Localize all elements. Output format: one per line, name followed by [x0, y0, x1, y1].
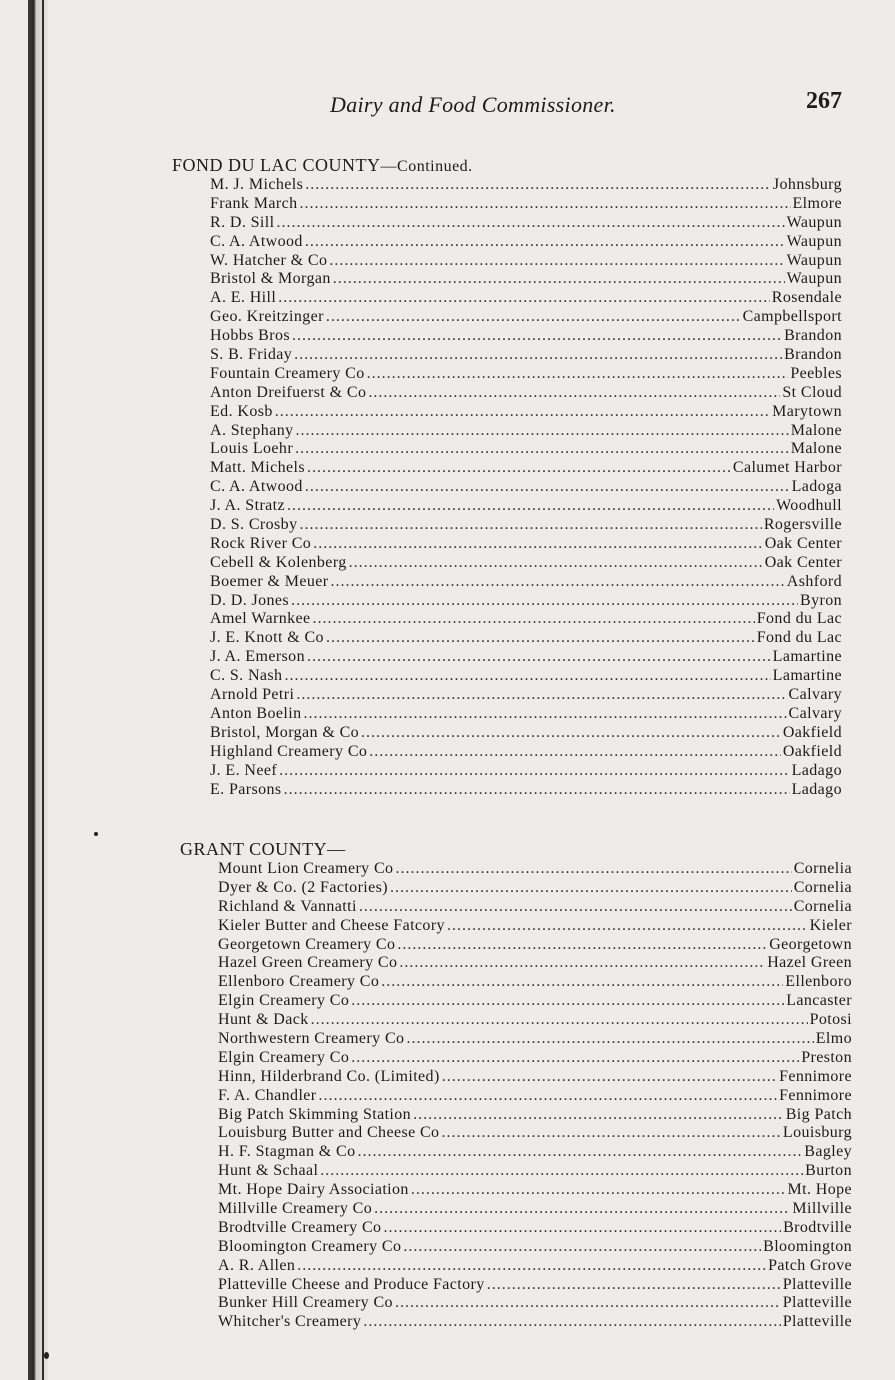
dot-leader — [357, 1143, 802, 1162]
dot-leader — [278, 289, 770, 308]
business-name: Geo. Kreitzinger — [210, 308, 324, 326]
business-name: Amel Warnkee — [210, 610, 311, 628]
directory-entry — [210, 478, 842, 497]
town-name: Campbellsport — [742, 308, 842, 326]
town-name: Burton — [805, 1162, 852, 1180]
directory-entry — [210, 214, 842, 233]
business-name: J. E. Neef — [210, 761, 278, 779]
town-name: Fennimore — [779, 1067, 852, 1085]
business-name: C. S. Nash — [210, 667, 283, 685]
business-name: E. Parsons — [210, 780, 282, 798]
dot-leader — [320, 1162, 803, 1181]
directory-entry — [210, 705, 842, 724]
directory-entry — [210, 252, 842, 271]
directory-entry — [210, 592, 842, 611]
town-name: Potosi — [809, 1011, 852, 1029]
town-name: Rosendale — [771, 289, 842, 307]
town-name: Lamartine — [772, 648, 842, 666]
town-name: Ladago — [791, 761, 842, 779]
directory-entry — [218, 1276, 852, 1295]
town-name: Peebles — [790, 364, 842, 382]
dot-leader — [313, 535, 762, 554]
business-name: Hunt & Schaal — [218, 1162, 319, 1180]
dot-leader — [411, 1181, 786, 1200]
directory-entry — [210, 327, 842, 346]
dot-leader — [292, 327, 782, 346]
business-name: Rock River Co — [210, 534, 312, 552]
business-name: Brodtville Creamery Co — [218, 1218, 382, 1236]
dot-leader — [287, 497, 774, 516]
continued-label: —Continued. — [380, 158, 473, 175]
business-name: Hazel Green Creamery Co — [218, 954, 398, 972]
town-name: Oakfield — [782, 742, 842, 760]
town-name: Preston — [801, 1048, 852, 1066]
business-name: A. R. Allen — [218, 1256, 296, 1274]
business-name: Bunker Hill Creamery Co — [218, 1294, 393, 1312]
business-name: R. D. Sill — [210, 213, 275, 231]
dot-leader — [351, 992, 784, 1011]
town-name: Lamartine — [772, 667, 842, 685]
business-name: Ellenboro Creamery Co — [218, 973, 380, 991]
business-name: Louisburg Butter and Cheese Co — [218, 1124, 440, 1142]
directory-entry — [210, 535, 842, 554]
town-name: Ladago — [791, 780, 842, 798]
business-name: Elgin Creamery Co — [218, 1048, 350, 1066]
business-name: Mount Lion Creamery Co — [218, 860, 394, 877]
town-name: Cornelia — [793, 860, 852, 877]
business-name: Hunt & Dack — [218, 1011, 309, 1029]
directory-entry — [218, 1257, 852, 1276]
town-name: Kieler — [809, 916, 852, 934]
page-number: 267 — [806, 88, 842, 114]
town-name: Rogersville — [763, 516, 842, 534]
business-name: Platteville Cheese and Produce Factory — [218, 1275, 485, 1293]
directory-entry — [218, 1030, 852, 1049]
town-name: Hazel Green — [767, 954, 852, 972]
dot-leader — [330, 573, 784, 592]
county-name: GRANT COUNTY— — [180, 839, 346, 859]
town-name: Big Patch — [785, 1105, 852, 1123]
directory-entry — [210, 384, 842, 403]
dot-leader — [296, 422, 789, 441]
directory-entry — [210, 743, 842, 762]
directory-entry — [210, 270, 842, 289]
dot-leader — [275, 403, 770, 422]
dot-leader — [403, 1238, 761, 1257]
directory-entry — [218, 1124, 852, 1143]
town-name: Fennimore — [779, 1086, 852, 1104]
dot-leader — [390, 879, 792, 898]
town-name: Johnsburg — [772, 176, 842, 193]
dot-leader — [368, 384, 780, 403]
dot-leader — [284, 781, 790, 800]
town-name: Byron — [800, 591, 842, 609]
town-name: Elmo — [815, 1030, 852, 1048]
business-name: Frank March — [210, 194, 298, 212]
dot-leader — [329, 252, 784, 271]
directory-entry — [210, 176, 842, 195]
dot-leader — [297, 1257, 766, 1276]
town-name: Waupun — [786, 232, 842, 250]
town-name: Fond du Lac — [756, 629, 842, 647]
business-name: Anton Boelin — [210, 704, 302, 722]
town-name: Marytown — [772, 402, 842, 420]
directory-entry — [218, 1162, 852, 1181]
dot-leader — [447, 917, 808, 936]
directory-entry — [210, 346, 842, 365]
town-name: Woodhull — [776, 497, 842, 515]
business-name: W. Hatcher & Co — [210, 251, 328, 269]
dot-leader — [333, 270, 785, 289]
directory-entry — [218, 879, 852, 898]
dot-leader — [374, 1200, 790, 1219]
directory-entry — [210, 365, 842, 384]
town-name: Waupun — [786, 213, 842, 231]
directory-entry — [218, 1200, 852, 1219]
directory-entry — [218, 860, 852, 879]
dot-leader — [300, 195, 791, 214]
directory-entry — [218, 1219, 852, 1238]
business-name: H. F. Stagman & Co — [218, 1143, 356, 1161]
directory-entry — [210, 497, 842, 516]
dot-leader — [276, 214, 784, 233]
town-name: Platteville — [782, 1313, 852, 1331]
directory-entry — [218, 1181, 852, 1200]
town-name: Louisburg — [782, 1124, 852, 1142]
business-name: Louis Loehr — [210, 440, 294, 458]
business-name: Mt. Hope Dairy Association — [218, 1181, 409, 1199]
business-name: Northwestern Creamery Co — [218, 1030, 405, 1048]
section-heading — [180, 838, 852, 860]
directory-entry — [218, 1011, 852, 1030]
town-name: Calumet Harbor — [732, 459, 842, 477]
town-name: Oak Center — [764, 553, 842, 571]
business-name: Big Patch Skimming Station — [218, 1105, 412, 1123]
directory-entry — [218, 898, 852, 917]
business-name: Ed. Kosb — [210, 402, 273, 420]
business-name: Boemer & Meuer — [210, 572, 329, 590]
dot-leader — [406, 1030, 813, 1049]
directory-entry — [218, 917, 852, 936]
dot-leader — [441, 1124, 780, 1143]
dot-leader — [442, 1068, 777, 1087]
town-name: Calvary — [788, 686, 842, 704]
section-heading — [172, 154, 842, 176]
dot-leader — [307, 459, 731, 478]
directory-entry — [210, 629, 842, 648]
dot-leader — [399, 954, 765, 973]
dot-leader — [294, 346, 782, 365]
town-name: Platteville — [782, 1275, 852, 1293]
directory-entry — [210, 422, 842, 441]
directory-entry — [218, 973, 852, 992]
town-name: Millville — [792, 1200, 852, 1218]
town-name: Patch Grove — [768, 1256, 852, 1274]
business-name: J. E. Knott & Co — [210, 629, 324, 647]
directory-entry — [210, 686, 842, 705]
dot-leader — [367, 365, 789, 384]
business-name: Bristol, Morgan & Co — [210, 723, 360, 741]
town-name: St Cloud — [782, 383, 842, 401]
dot-leader — [349, 554, 763, 573]
dot-leader — [279, 762, 790, 781]
dot-leader — [381, 973, 783, 992]
town-name: Cornelia — [793, 878, 852, 896]
dot-leader — [361, 724, 781, 743]
directory-entry — [218, 1106, 852, 1125]
directory-entry — [210, 440, 842, 459]
directory-entry — [218, 936, 852, 955]
directory-entry — [218, 1049, 852, 1068]
directory-entry — [210, 648, 842, 667]
directory-entry — [210, 781, 842, 800]
dot-leader — [305, 478, 790, 497]
business-name: Hinn, Hilderbrand Co. (Limited) — [218, 1067, 440, 1085]
business-name: J. A. Stratz — [210, 497, 286, 515]
dot-leader — [291, 592, 798, 611]
dot-leader — [295, 440, 789, 459]
business-name: Richland & Vannatti — [218, 897, 357, 915]
business-name: Whitcher's Creamery — [218, 1313, 362, 1331]
dot-leader — [383, 1219, 781, 1238]
town-name: Elmore — [792, 194, 842, 212]
town-name: Ellenboro — [785, 973, 852, 991]
paper-speck — [94, 832, 98, 836]
directory-entry — [218, 1238, 852, 1257]
directory-list — [218, 860, 852, 1332]
dot-leader — [369, 743, 781, 762]
directory-entry — [210, 403, 842, 422]
town-name: Malone — [790, 421, 842, 439]
business-name: C. A. Atwood — [210, 232, 303, 250]
directory-entry — [218, 1143, 852, 1162]
business-name: J. A. Emerson — [210, 648, 305, 666]
dot-leader — [299, 516, 761, 535]
town-name: Georgetown — [769, 935, 852, 953]
dot-leader — [305, 233, 785, 252]
business-name: Cebell & Kolenberg — [210, 553, 347, 571]
town-name: Fond du Lac — [756, 610, 842, 628]
directory-entry — [218, 954, 852, 973]
directory-entry — [218, 1087, 852, 1106]
town-name: Lancaster — [786, 992, 852, 1010]
business-name: C. A. Atwood — [210, 478, 303, 496]
town-name: Platteville — [782, 1294, 852, 1312]
business-name: Bristol & Morgan — [210, 270, 331, 288]
binding-edge-line — [42, 0, 44, 1380]
business-name: Fountain Creamery Co — [210, 364, 365, 382]
dot-leader — [319, 1087, 778, 1106]
business-name: M. J. Michels — [210, 176, 304, 193]
dot-leader — [413, 1106, 784, 1125]
town-name: Bagley — [804, 1143, 852, 1161]
town-name: Oak Center — [764, 534, 842, 552]
book-spine-shadow — [28, 0, 48, 1380]
directory-entry — [218, 1313, 852, 1332]
directory-entry — [210, 573, 842, 592]
directory-entry — [210, 233, 842, 252]
business-name: Georgetown Creamery Co — [218, 935, 396, 953]
town-name: Brandon — [784, 346, 842, 364]
directory-entry — [210, 195, 842, 214]
directory-entry — [210, 554, 842, 573]
business-name: Kieler Butter and Cheese Fatcory — [218, 916, 445, 934]
town-name: Bloomington — [763, 1237, 852, 1255]
directory-entry — [210, 308, 842, 327]
dot-leader — [363, 1313, 780, 1332]
grant-county-section — [180, 838, 852, 1332]
dot-leader — [395, 860, 791, 879]
dot-leader — [307, 648, 771, 667]
directory-entry — [210, 762, 842, 781]
town-name: Cornelia — [793, 897, 852, 915]
town-name: Brodtville — [783, 1218, 852, 1236]
town-name: Ladoga — [791, 478, 842, 496]
town-name: Malone — [790, 440, 842, 458]
fond-du-lac-county-section — [172, 154, 842, 799]
directory-entry — [210, 459, 842, 478]
dot-leader — [351, 1049, 799, 1068]
paper-speck — [44, 1352, 49, 1359]
directory-list — [210, 176, 842, 799]
town-name: Oakfield — [782, 723, 842, 741]
dot-leader — [326, 308, 741, 327]
directory-entry — [210, 516, 842, 535]
directory-entry — [210, 610, 842, 629]
dot-leader — [395, 1294, 781, 1313]
town-name: Ashford — [786, 572, 842, 590]
business-name: F. A. Chandler — [218, 1086, 317, 1104]
business-name: A. Stephany — [210, 421, 294, 439]
directory-entry — [210, 289, 842, 308]
business-name: S. B. Friday — [210, 346, 293, 364]
dot-leader — [284, 667, 770, 686]
dot-leader — [303, 705, 786, 724]
town-name: Calvary — [788, 704, 842, 722]
business-name: D. S. Crosby — [210, 516, 298, 534]
dot-leader — [313, 610, 755, 629]
business-name: Anton Dreifuerst & Co — [210, 383, 367, 401]
dot-leader — [305, 176, 771, 195]
directory-entry — [218, 1068, 852, 1087]
town-name: Waupun — [786, 270, 842, 288]
page-header — [330, 88, 842, 126]
business-name: Millville Creamery Co — [218, 1200, 373, 1218]
business-name: Dyer & Co. (2 Factories) — [218, 878, 389, 896]
business-name: Arnold Petri — [210, 686, 295, 704]
county-name: FOND DU LAC COUNTY — [172, 155, 381, 175]
running-title: Dairy and Food Commissioner. — [330, 92, 616, 117]
business-name: Hobbs Bros — [210, 327, 291, 345]
directory-entry — [210, 667, 842, 686]
business-name: A. E. Hill — [210, 289, 277, 307]
town-name: Brandon — [784, 327, 842, 345]
business-name: Matt. Michels — [210, 459, 305, 477]
business-name: Bloomington Creamery Co — [218, 1237, 402, 1255]
dot-leader — [487, 1276, 781, 1295]
dot-leader — [296, 686, 786, 705]
town-name: Mt. Hope — [787, 1181, 852, 1199]
business-name: D. D. Jones — [210, 591, 290, 609]
directory-entry — [218, 1294, 852, 1313]
business-name: Highland Creamery Co — [210, 742, 368, 760]
directory-entry — [210, 724, 842, 743]
dot-leader — [359, 898, 792, 917]
dot-leader — [311, 1011, 808, 1030]
dot-leader — [397, 936, 767, 955]
business-name: Elgin Creamery Co — [218, 992, 350, 1010]
dot-leader — [326, 629, 755, 648]
town-name: Waupun — [786, 251, 842, 269]
directory-entry — [218, 992, 852, 1011]
